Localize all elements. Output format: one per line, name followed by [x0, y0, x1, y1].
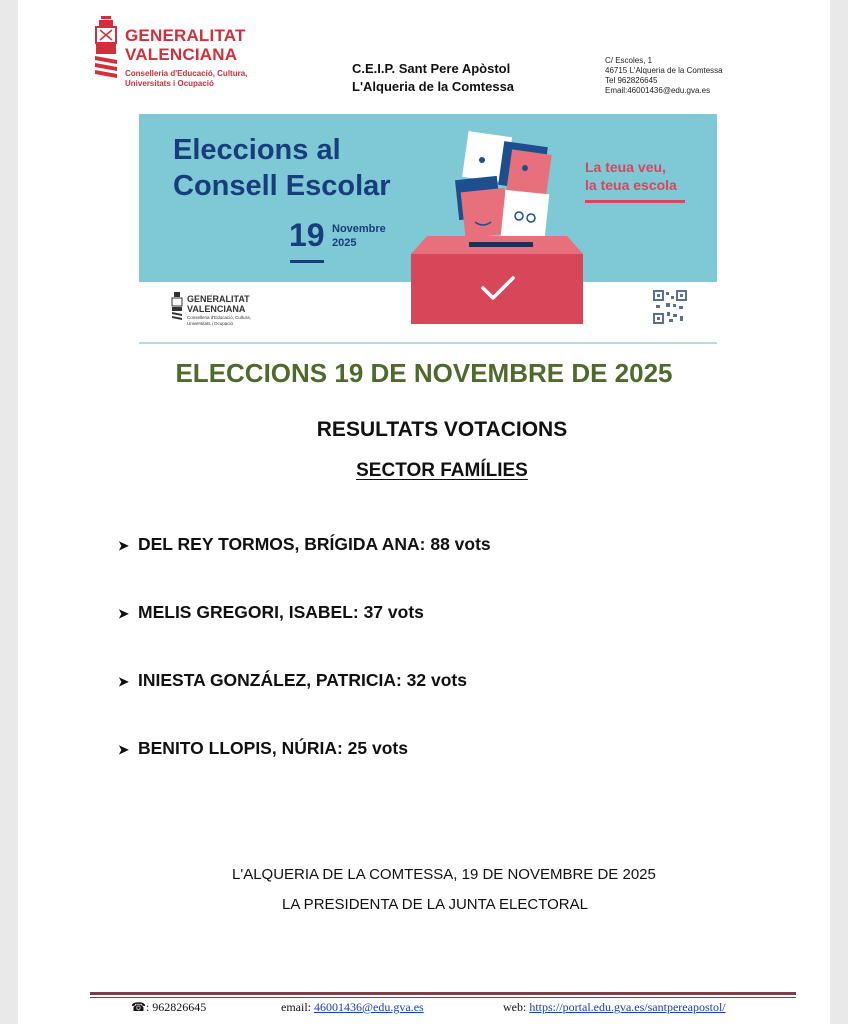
banner-slogan-line1: La teua veu, [585, 159, 666, 175]
arrow-bullet-icon: ➤ [118, 674, 129, 689]
banner-slogan-line2: la teua escola [585, 177, 677, 193]
footer-email-link[interactable]: 46001436@edu.gva.es [314, 1000, 424, 1014]
arrow-bullet-icon: ➤ [118, 606, 129, 621]
footer-web-link[interactable]: https://portal.edu.gva.es/santpereapostol/ [529, 1000, 726, 1014]
results-title: RESULTATS VOTACIONS [316, 418, 568, 441]
candidate-result: BENITO LLOPIS, NÚRIA: 25 vots [138, 738, 408, 758]
list-item [118, 668, 467, 694]
footer-email-label: email: [281, 1000, 311, 1014]
arrow-bullet-icon: ➤ [118, 538, 129, 553]
ballot-box-icon [411, 254, 583, 324]
banner-title [173, 132, 391, 204]
contact-email: Email:46001436@edu.gva.es [605, 86, 711, 95]
banner-month-year [332, 222, 386, 250]
signature-role: LA PRESIDENTA DE LA JUNTA ELECTORAL [282, 896, 588, 913]
arrow-bullet-icon: ➤ [118, 742, 129, 757]
list-item [118, 600, 424, 626]
place-and-date: L'ALQUERIA DE LA COMTESSA, 19 DE NOVEMBRE DE 2025 [232, 866, 656, 883]
banner-logo-sub2: Universitats i Ocupació [187, 320, 234, 326]
banner-logo-line1: GENERALITAT [187, 294, 250, 304]
voter-faces-icon [455, 131, 552, 240]
candidate-result: DEL REY TORMOS, BRÍGIDA ANA: 88 vots [138, 534, 491, 554]
org-name-line1: GENERALITAT [125, 26, 246, 45]
school-contact [605, 56, 723, 96]
banner-generalitat-logo [171, 290, 261, 330]
sector-title [0, 458, 848, 484]
elections-banner [139, 114, 717, 344]
banner-logo-line2: VALENCIANA [187, 304, 246, 314]
footer-email [281, 999, 424, 1015]
footer-web-label: web: [503, 1000, 527, 1014]
phone-icon: ☎ [131, 1000, 146, 1014]
footer-phone [131, 999, 206, 1015]
banner-title-line1: Eleccions al [173, 134, 341, 166]
footer-web [503, 999, 726, 1015]
election-heading: ELECCIONS 19 DE NOVEMBRE DE 2025 [175, 358, 673, 388]
banner-month: Novembre [332, 223, 386, 235]
org-department-line1: Conselleria d'Educació, Cultura, [125, 69, 248, 78]
school-name: C.E.I.P. Sant Pere Apòstol [352, 61, 511, 76]
footer-divider [90, 992, 796, 995]
generalitat-crest-small-icon [171, 292, 183, 322]
contact-address: C/ Escoles, 1 [605, 56, 653, 65]
school-name-block [352, 60, 514, 96]
org-name-line2: VALENCIANA [125, 45, 238, 64]
banner-title-line2: Consell Escolar [173, 170, 391, 202]
generalitat-logo [92, 14, 272, 94]
list-item [118, 532, 491, 558]
banner-day: 19 [289, 217, 325, 253]
footer-phone-number: : 962826645 [145, 1000, 207, 1014]
banner-slogan [585, 158, 677, 194]
footer-divider-thin [90, 997, 796, 998]
org-department-line2: Universitats i Ocupació [125, 79, 214, 88]
banner-slogan-underline [585, 200, 685, 203]
school-town: L'Alqueria de la Comtessa [352, 79, 515, 94]
generalitat-crest-icon [92, 16, 120, 80]
banner-date-underline [290, 260, 324, 263]
banner-logo-sub1: Conselleria d'Educació, Cultura, [187, 315, 251, 320]
contact-postal: 46715 L'Alqueria de la Comtessa [605, 66, 723, 75]
banner-year: 2025 [332, 237, 357, 249]
qr-code-icon [653, 290, 687, 324]
ballot-box-illustration [407, 128, 591, 328]
candidate-result: INIESTA GONZÁLEZ, PATRICIA: 32 vots [138, 670, 467, 690]
list-item [118, 736, 408, 762]
candidate-result: MELIS GREGORI, ISABEL: 37 vots [138, 602, 424, 622]
contact-phone: Tel 962826645 [605, 76, 658, 85]
sector-label: SECTOR FAMÍLIES [356, 460, 528, 481]
